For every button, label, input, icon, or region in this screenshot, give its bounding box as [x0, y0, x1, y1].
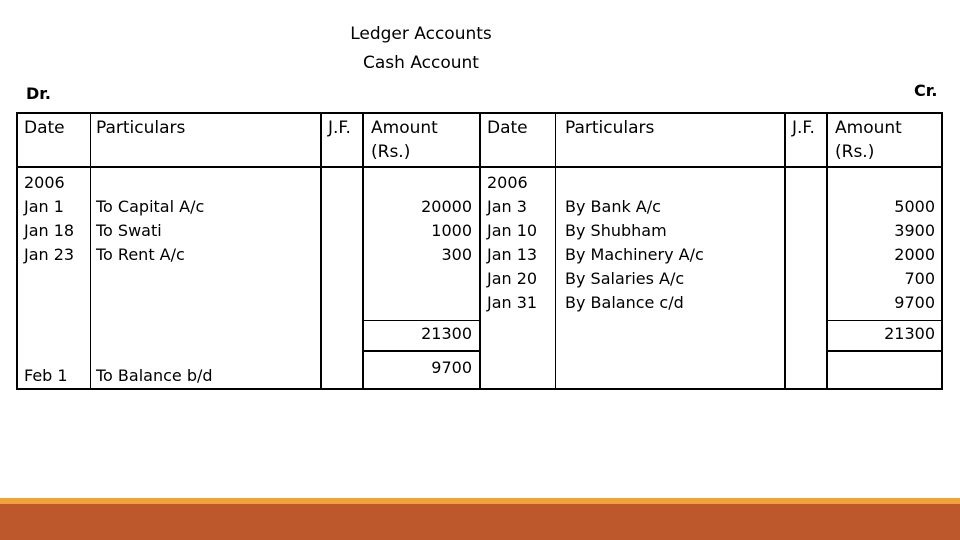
header-date-debit: Date [24, 118, 65, 138]
col-divider [90, 112, 91, 390]
debit-year: 2006 [24, 173, 65, 192]
debit-balance-amount: 9700 [431, 358, 472, 377]
col-divider [320, 112, 322, 390]
debit-balance-particulars: To Balance b/d [96, 366, 213, 385]
debit-side-label: Dr. [26, 84, 51, 103]
col-divider [479, 112, 481, 390]
credit-particulars: By Bank A/c By Shubham By Machinery A/c By Salaries A/c By Balance c/d [565, 197, 704, 312]
credit-year: 2006 [487, 173, 528, 192]
header-amount-debit: Amount [371, 118, 438, 138]
footer-band [0, 504, 960, 540]
col-divider [555, 112, 556, 390]
debit-particulars: To Capital A/c To Swati To Rent A/c [96, 197, 205, 264]
header-particulars-credit: Particulars [565, 118, 655, 138]
debit-dates: Jan 1 Jan 18 Jan 23 [24, 197, 75, 264]
debit-amounts: 20000 1000 300 [421, 197, 472, 264]
account-title: Cash Account [363, 53, 479, 73]
header-amount-credit: Amount [835, 118, 902, 138]
col-divider [826, 112, 828, 390]
ledger-title: Ledger Accounts [350, 24, 492, 44]
header-particulars-debit: Particulars [96, 118, 186, 138]
debit-balance-date: Feb 1 [24, 366, 68, 385]
col-divider [16, 112, 18, 390]
debit-total-underline [362, 350, 480, 352]
credit-side-label: Cr. [914, 81, 938, 100]
credit-total: 21300 [884, 324, 935, 343]
debit-total: 21300 [421, 324, 472, 343]
col-divider [784, 112, 786, 390]
credit-total-line [826, 320, 943, 321]
credit-amounts: 5000 3900 2000 700 9700 [894, 197, 935, 312]
debit-total-line [362, 320, 480, 321]
header-jf-credit: J.F. [792, 118, 815, 138]
credit-dates: Jan 3 Jan 10 Jan 13 Jan 20 Jan 31 [487, 197, 538, 312]
header-amount-unit-credit: (Rs.) [835, 142, 875, 162]
header-amount-unit-debit: (Rs.) [371, 142, 411, 162]
header-date-credit: Date [487, 118, 528, 138]
credit-total-underline [826, 350, 943, 352]
col-divider [362, 112, 364, 390]
header-jf-debit: J.F. [328, 118, 351, 138]
col-divider [941, 112, 943, 390]
